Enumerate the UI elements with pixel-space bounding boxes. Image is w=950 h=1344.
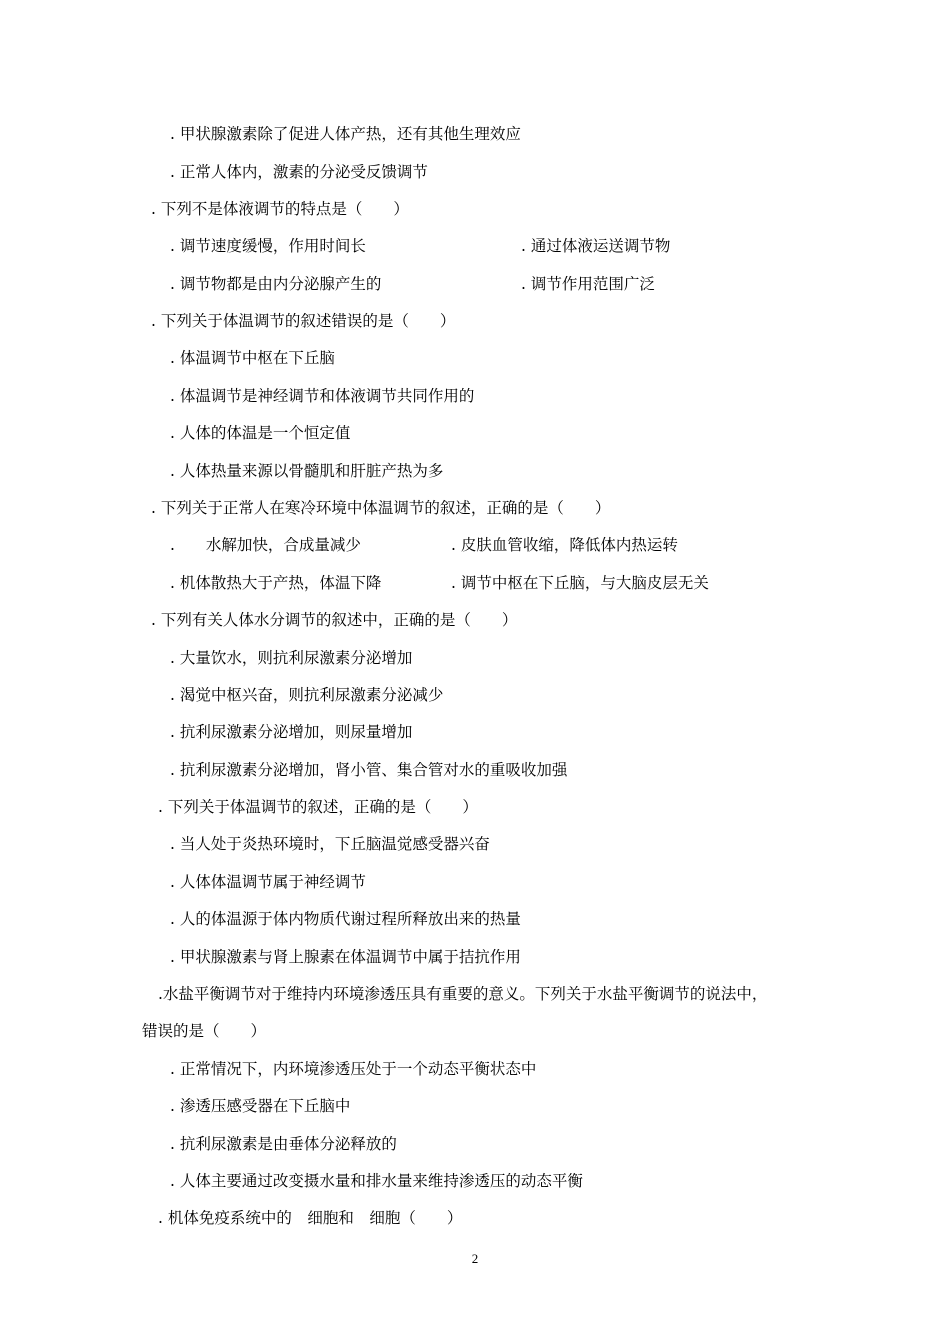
option-line: . 抗利尿激素分泌增加，肾小管、集合管对水的重吸收加强 xyxy=(170,761,568,779)
option-line: . 调节速度缓慢，作用时间长 xyxy=(170,237,366,255)
page-number: 2 xyxy=(471,1251,479,1266)
option-line: . 调节中枢在下丘脑，与大脑皮层无关 xyxy=(451,574,709,592)
option-line: . 人体的体温是一个恒定值 xyxy=(170,424,351,442)
option-line: . 甲状腺激素与肾上腺素在体温调节中属于拮抗作用 xyxy=(170,948,521,966)
option-line: . 当人处于炎热环境时，下丘脑温觉感受器兴奋 xyxy=(170,835,490,853)
option-line: . 水解加快，合成量减少 xyxy=(170,536,361,554)
option-line: . 正常人体内，激素的分泌受反馈调节 xyxy=(170,163,428,181)
question-line: .水盐平衡调节对于维持内环境渗透压具有重要的意义。下列关于水盐平衡调节的说法中， xyxy=(158,985,768,1003)
option-line: . 抗利尿激素分泌增加，则尿量增加 xyxy=(170,723,413,741)
option-line: . 人体热量来源以骨髓肌和肝脏产热为多 xyxy=(170,462,444,480)
question-line: . 下列关于体温调节的叙述错误的是（ ） xyxy=(151,312,456,330)
question-line: . 下列有关人体水分调节的叙述中，正确的是（ ） xyxy=(151,611,518,629)
option-line: . 大量饮水，则抗利尿激素分泌增加 xyxy=(170,649,413,667)
option-line: . 调节物都是由内分泌腺产生的 xyxy=(170,275,382,293)
question-line: 错误的是（ ） xyxy=(142,1022,267,1040)
question-line: . 下列关于正常人在寒冷环境中体温调节的叙述，正确的是（ ） xyxy=(151,499,611,517)
option-line: . 通过体液运送调节物 xyxy=(521,237,671,255)
option-line: . 渴觉中枢兴奋，则抗利尿激素分泌减少 xyxy=(170,686,444,704)
option-line: . 人的体温源于体内物质代谢过程所释放出来的热量 xyxy=(170,910,521,928)
option-line: . 体温调节是神经调节和体液调节共同作用的 xyxy=(170,387,475,405)
question-line: . 下列关于体温调节的叙述，正确的是（ ） xyxy=(158,798,478,816)
option-line: . 人体体温调节属于神经调节 xyxy=(170,873,366,891)
option-line: . 渗透压感受器在下丘脑中 xyxy=(170,1097,351,1115)
option-line: . 机体散热大于产热，体温下降 xyxy=(170,574,382,592)
question-line: . 机体免疫系统中的 细胞和 细胞（ ） xyxy=(158,1209,463,1227)
question-line: . 下列不是体液调节的特点是（ ） xyxy=(151,200,409,218)
option-line: . 皮肤血管收缩，降低体内热运转 xyxy=(451,536,678,554)
option-line: . 抗利尿激素是由垂体分泌释放的 xyxy=(170,1135,397,1153)
option-line: . 人体主要通过改变摄水量和排水量来维持渗透压的动态平衡 xyxy=(170,1172,583,1190)
option-line: . 体温调节中枢在下丘脑 xyxy=(170,349,335,367)
option-line: . 调节作用范围广泛 xyxy=(521,275,655,293)
option-line: . 正常情况下，内环境渗透压处于一个动态平衡状态中 xyxy=(170,1060,537,1078)
option-line: . 甲状腺激素除了促进人体产热，还有其他生理效应 xyxy=(170,125,521,143)
